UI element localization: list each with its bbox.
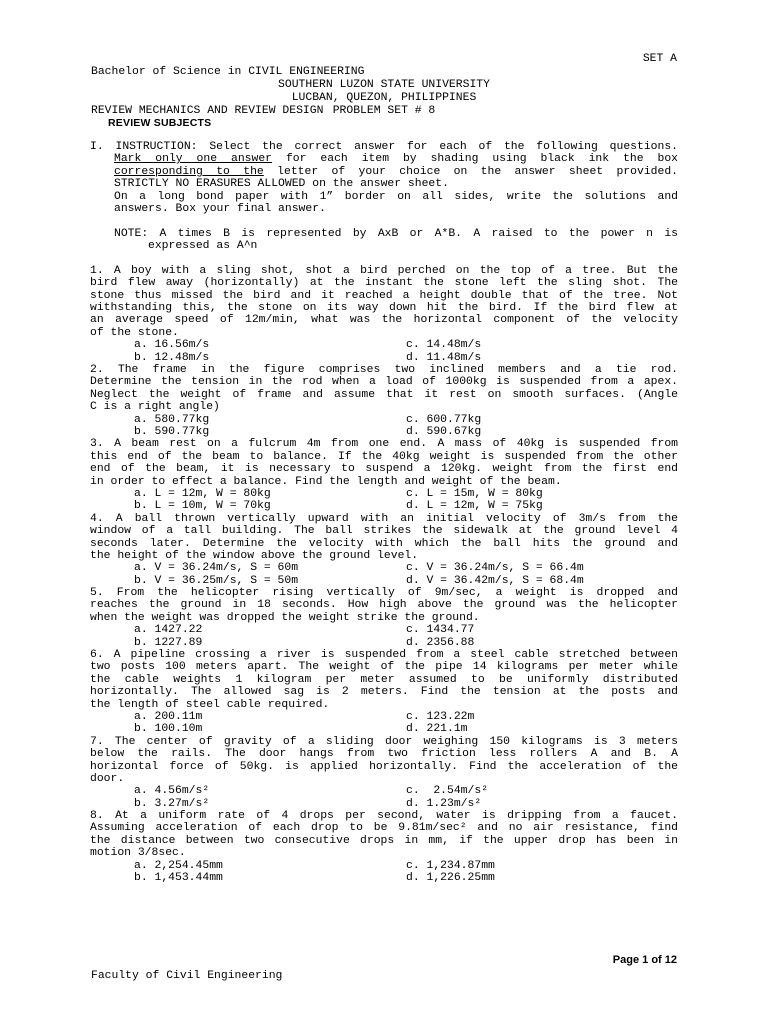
choice-b: b. 3.27m/s² bbox=[134, 797, 210, 810]
question-text-line: this end of the beam to balance. If the 40kg weight is suspended from the other bbox=[90, 450, 678, 463]
choice-row bbox=[90, 723, 678, 735]
instruction-line bbox=[90, 166, 678, 178]
question-text-line: in order to effect a balance. Find the length and weight of the beam. bbox=[90, 475, 562, 488]
question-1 bbox=[90, 265, 678, 364]
choice-d: d. 1.23m/s² bbox=[406, 797, 482, 810]
choice-b: b. 1,453.44mm bbox=[134, 872, 223, 885]
choice-row bbox=[90, 575, 678, 587]
choice-a: a. 4.56m/s² bbox=[134, 785, 210, 798]
choice-c: c. V = 36.24m/s, S = 66.4m bbox=[406, 562, 584, 575]
question-text-line: Determine the tension in the rod when a load of 1000kg is suspended from a apex. bbox=[90, 376, 678, 389]
question-text-line: bird flew away (horizontally) at the instant the stone left the sling shot. The bbox=[90, 277, 678, 290]
choice-b: b. 590.77kg bbox=[134, 425, 210, 438]
question-list bbox=[90, 265, 678, 885]
question-text-line: when the weight was dropped the weight strike the ground. bbox=[90, 611, 480, 624]
note-block bbox=[90, 228, 678, 253]
question-text-line: withstanding this, the stone on its way down hit the bird. If the bird flew at bbox=[90, 302, 678, 315]
choice-row bbox=[90, 860, 678, 872]
question-text-line: Neglect the weight of frame and assume that it rest on smooth surfaces. (Angle bbox=[90, 388, 678, 401]
question-text-line: 4. A ball thrown vertically upward with an initial velocity of 3m/s from the bbox=[90, 512, 678, 525]
choice-d: d. 11.48m/s bbox=[406, 351, 482, 364]
choice-row bbox=[90, 352, 678, 364]
choice-a: a. V = 36.24m/s, S = 60m bbox=[134, 562, 299, 575]
question-text-line: window of a tall building. The ball strikes the sidewalk at the ground level 4 bbox=[90, 525, 678, 538]
question-text-line: 5. From the helicopter rising vertically of 9m/sec, a weight is dropped and bbox=[90, 587, 678, 600]
instruction-text: for each item by shading using black ink the box bbox=[272, 153, 678, 166]
question-text-line: horizontal force of 50kg. is applied horizontally. Find the acceleration of the bbox=[90, 760, 678, 773]
choice-a: a. 580.77kg bbox=[134, 413, 210, 426]
choice-c: c. 123.22m bbox=[406, 710, 475, 723]
choice-row bbox=[90, 562, 678, 574]
university-name: SOUTHERN LUZON STATE UNIVERSITY bbox=[278, 79, 490, 91]
choice-row bbox=[90, 872, 678, 884]
choice-row bbox=[90, 798, 678, 810]
note-line: expressed as A^n bbox=[148, 240, 258, 253]
instruction-line: answers. Box your final answer. bbox=[114, 202, 326, 215]
choice-c: c. 14.48m/s bbox=[406, 339, 482, 352]
choice-b: b. L = 10m, W = 70kg bbox=[134, 500, 271, 513]
document-body bbox=[90, 141, 678, 884]
choice-a: a. 16.56m/s bbox=[134, 339, 210, 352]
faculty-footer: Faculty of Civil Engineering bbox=[91, 970, 283, 982]
question-5 bbox=[90, 587, 678, 649]
question-3 bbox=[90, 438, 678, 512]
question-2 bbox=[90, 364, 678, 438]
choice-a: a. 1427.22 bbox=[134, 624, 203, 637]
choice-d: d. L = 12m, W = 75kg bbox=[406, 500, 543, 513]
question-text-line: two posts 100 meters apart. The weight of the pipe 14 kilograms per meter while bbox=[90, 661, 678, 674]
instruction-emphasis: corresponding to the bbox=[114, 165, 264, 178]
question-4 bbox=[90, 513, 678, 587]
choice-c: c. 1,234.87mm bbox=[406, 859, 495, 872]
review-subjects-heading: REVIEW SUBJECTS bbox=[108, 117, 212, 129]
page-number: Page 1 of 12 bbox=[612, 954, 677, 966]
question-text-line: below the rails. The door hangs from two friction less rollers A and B. A bbox=[90, 748, 678, 761]
question-text-line: the height of the window above the ground level. bbox=[90, 549, 419, 562]
question-6 bbox=[90, 649, 678, 736]
choice-row bbox=[90, 637, 678, 649]
choice-b: b. 100.10m bbox=[134, 723, 203, 736]
question-text-line: door. bbox=[90, 772, 125, 785]
note-line: NOTE: A times B is represented by AxB or A*B. A raised to the power n is bbox=[114, 227, 678, 240]
question-text-line: reaches the ground in 18 seconds. How high above the ground was the helicopter bbox=[90, 599, 678, 612]
instruction-block bbox=[90, 141, 678, 215]
choice-b: b. V = 36.25m/s, S = 50m bbox=[134, 574, 299, 587]
question-text-line: end of the beam, it is necessary to suspend a 120kg. weight from the first end bbox=[90, 463, 678, 476]
question-text-line: Assuming acceleration of each drop to be 9.81m/sec² and no air resistance, find bbox=[90, 822, 678, 835]
question-text-line: of the stone. bbox=[90, 326, 179, 339]
question-text-line: horizontally. The allowed sag is 2 meters. Find the tension at the posts and bbox=[90, 686, 678, 699]
question-7 bbox=[90, 736, 678, 810]
instruction-text: letter of your choice on the answer sheet provided. bbox=[263, 165, 678, 178]
choice-d: d. 1,226.25mm bbox=[406, 872, 495, 885]
choice-row bbox=[90, 339, 678, 351]
question-text-line: 2. The frame in the figure comprises two inclined members and a tie rod. bbox=[90, 364, 678, 377]
choice-row bbox=[90, 711, 678, 723]
instruction-line: I. INSTRUCTION: Select the correct answer for each of the following questions. bbox=[90, 141, 678, 153]
choice-row bbox=[90, 624, 678, 636]
choice-d: d. 590.67kg bbox=[406, 425, 482, 438]
course-title: REVIEW MECHANICS AND REVIEW DESIGN bbox=[91, 105, 324, 117]
question-text-line: an average speed of 12m/min, what was the horizontal component of the velocity bbox=[90, 314, 678, 327]
choice-b: b. 1227.89 bbox=[134, 636, 203, 649]
question-text-line: motion 3/8sec. bbox=[90, 847, 186, 860]
choice-a: a. L = 12m, W = 80kg bbox=[134, 487, 271, 500]
program-title: Bachelor of Science in CIVIL ENGINEERING bbox=[91, 66, 365, 78]
choice-a: a. 200.11m bbox=[134, 710, 203, 723]
instruction-line bbox=[90, 153, 678, 165]
question-text-line: the cable weights 1 kilogram per meter assumed to be uniformly distributed bbox=[90, 673, 678, 686]
question-text-line: 6. A pipeline crossing a river is suspended from a steel cable stretched between bbox=[90, 649, 678, 662]
choice-row bbox=[90, 488, 678, 500]
question-8 bbox=[90, 810, 678, 884]
choice-row bbox=[90, 785, 678, 797]
choice-row bbox=[90, 426, 678, 438]
question-text-line: 7. The center of gravity of a sliding door weighing 150 kilograms is 3 meters bbox=[90, 735, 678, 748]
question-text-line: 1. A boy with a sling shot, shot a bird perched on the top of a tree. But the bbox=[90, 264, 678, 277]
choice-d: d. 2356.88 bbox=[406, 636, 475, 649]
choice-d: d. V = 36.42m/s, S = 68.4m bbox=[406, 574, 584, 587]
instruction-line: STRICTLY NO ERASURES ALLOWED on the answer sheet. bbox=[114, 178, 449, 191]
question-text-line: the distance between two consecutive drops in mm, if the upper drop has been in bbox=[90, 834, 678, 847]
set-label: SET A bbox=[642, 53, 677, 65]
question-text-line: the length of steel cable required. bbox=[90, 698, 330, 711]
choice-c: c. 600.77kg bbox=[406, 413, 482, 426]
question-text-line: 3. A beam rest on a fulcrum 4m from one end. A mass of 40kg is suspended from bbox=[90, 438, 678, 451]
choice-c: c. 1434.77 bbox=[406, 624, 475, 637]
choice-a: a. 2,254.45mm bbox=[134, 859, 223, 872]
university-location: LUCBAN, QUEZON, PHILIPPINES bbox=[291, 92, 477, 104]
question-text-line: 8. At a uniform rate of 4 drops per second, water is dripping from a faucet. bbox=[90, 810, 678, 823]
choice-d: d. 221.1m bbox=[406, 723, 468, 736]
instruction-emphasis: Mark only one answer bbox=[114, 153, 273, 166]
choice-c: c. L = 15m, W = 80kg bbox=[406, 487, 543, 500]
question-text-line: stone thus missed the bird and it reached a height double that of the tree. Not bbox=[90, 289, 678, 302]
choice-row bbox=[90, 414, 678, 426]
problem-set-title: PROBLEM SET # 8 bbox=[332, 105, 436, 117]
instruction-line: On a long bond paper with 1” border on all sides, write the solutions and bbox=[114, 190, 678, 203]
question-text-line: C is a right angle) bbox=[90, 401, 220, 414]
question-text-line: seconds later. Determine the velocity with which the ball hits the ground and bbox=[90, 537, 678, 550]
choice-b: b. 12.48m/s bbox=[134, 351, 210, 364]
choice-row bbox=[90, 500, 678, 512]
choice-c: c. 2.54m/s² bbox=[406, 785, 489, 798]
